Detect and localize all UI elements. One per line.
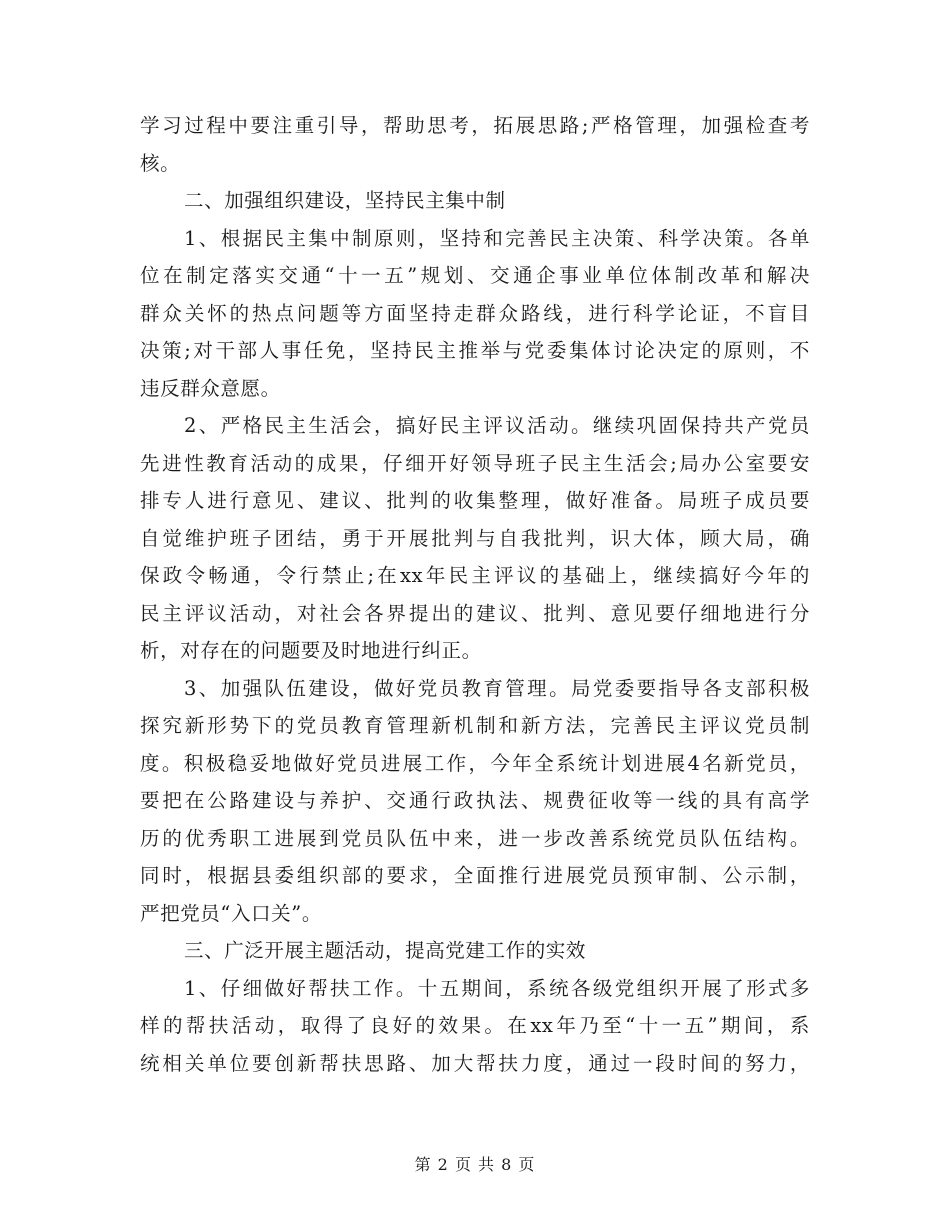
text-line: 3、加强队伍建设，做好党员教育管理。局党委要指导各支部积极 bbox=[184, 676, 810, 700]
text-line: 保政令畅通，令行禁止;在xx年民主评议的基础上，继续搞好今年的 bbox=[140, 564, 810, 587]
document-body bbox=[140, 107, 810, 1082]
text-line: 度。积极稳妥地做好党员进展工作，今年全系统计划进展4名新党员， bbox=[140, 751, 810, 775]
text-line: 违反群众意愿。 bbox=[140, 376, 281, 400]
text-line: 排专人进行意见、建议、批判的收集整理，做好准备。局班子成员要 bbox=[140, 489, 810, 512]
text-line: 自觉维护班子团结，勇于开展批判与自我批判，识大体，顾大局，确 bbox=[140, 526, 810, 550]
page-number-footer: 第 2 页 共 8 页 bbox=[414, 1155, 536, 1174]
text-line: 决策;对干部人事任免，坚持民主推举与党委集体讨论决定的原则，不 bbox=[140, 339, 810, 362]
text-line: 位在制定落实交通“十一五”规划、交通企事业单位体制改革和解决 bbox=[140, 264, 810, 287]
text-line: 严把党员“入口关”。 bbox=[140, 901, 322, 925]
text-line: 1、仔细做好帮扶工作。十五期间，系统各级党组织开展了形式多 bbox=[184, 976, 810, 1000]
section-heading: 二、加强组织建设，坚持民主集中制 bbox=[184, 189, 506, 212]
text-line: 1、根据民主集中制原则，坚持和完善民主决策、科学决策。各单 bbox=[184, 226, 810, 250]
text-line: 统相关单位要创新帮扶思路、加大帮扶力度，通过一段时间的努力， bbox=[140, 1051, 810, 1075]
text-line: 核。 bbox=[140, 151, 181, 175]
text-line: 2、严格民主生活会，搞好民主评议活动。继续巩固保持共产党员 bbox=[184, 414, 810, 437]
text-line: 同时，根据县委组织部的要求，全面推行进展党员预审制、公示制， bbox=[140, 864, 810, 887]
text-line: 探究新形势下的党员教育管理新机制和新方法，完善民主评议党员制 bbox=[140, 714, 810, 737]
section-heading: 三、广泛开展主题活动，提高党建工作的实效 bbox=[184, 939, 587, 962]
text-line: 民主评议活动，对社会各界提出的建议、批判、意见要仔细地进行分 bbox=[140, 601, 810, 625]
text-line: 学习过程中要注重引导，帮助思考，拓展思路;严格管理，加强检查考 bbox=[140, 114, 810, 137]
text-line: 先进性教育活动的成果，仔细开好领导班子民主生活会;局办公室要安 bbox=[140, 451, 810, 475]
text-line: 要把在公路建设与养护、交通行政执法、规费征收等一线的具有高学 bbox=[140, 789, 810, 812]
text-line: 历的优秀职工进展到党员队伍中来，进一步改善系统党员队伍结构。 bbox=[140, 826, 810, 850]
text-line: 群众关怀的热点问题等方面坚持走群众路线，进行科学论证，不盲目 bbox=[140, 301, 810, 325]
text-line: 析，对存在的问题要及时地进行纠正。 bbox=[140, 639, 482, 662]
text-line: 样的帮扶活动，取得了良好的效果。在xx年乃至“十一五”期间，系 bbox=[140, 1014, 810, 1037]
